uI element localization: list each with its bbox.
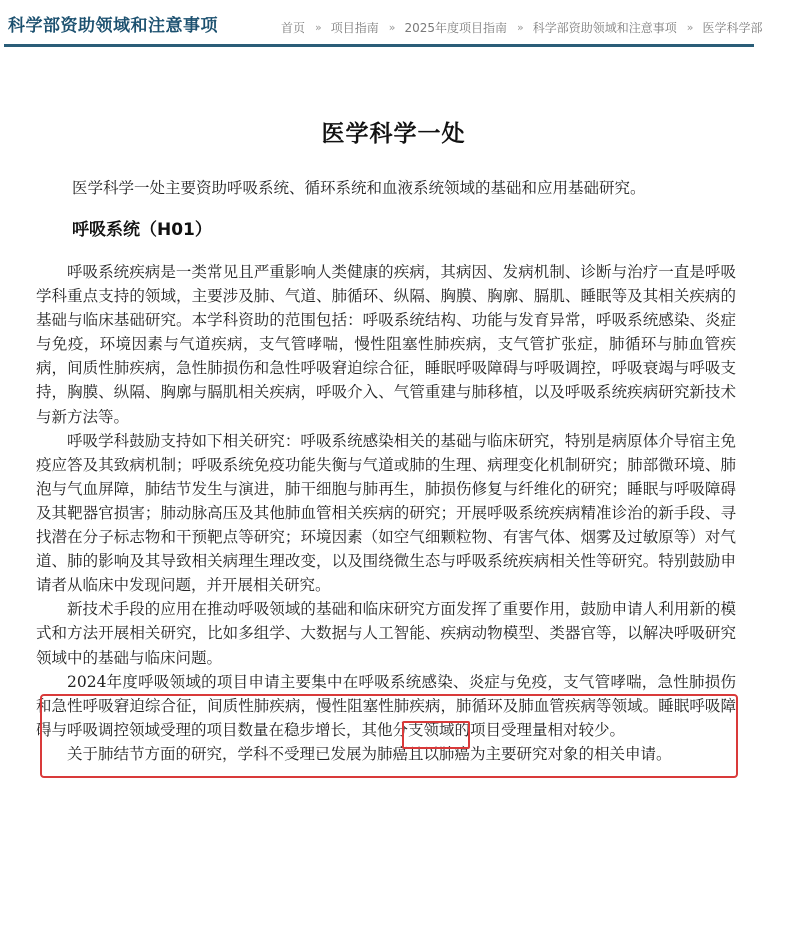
breadcrumb (281, 19, 763, 36)
intro-paragraph: 医学科学一处主要资助呼吸系统、循环系统和血液系统领域的基础和应用基础研究。 (72, 179, 646, 197)
body-paragraph: 呼吸系统疾病是一类常见且严重影响人类健康的疾病，其病因、发病机制、诊断与治疗一直是呼吸学科重点支持的领域，主要涉及肺、气道、肺循环、纵隔、胸膜、胸廓、膈肌、睡眠等及其相关疾病的基础与临床基础研究。本学科资助的范围包括：呼吸系统结构、功能与发育异常，呼吸系统感染、炎症与免疫，环境因素与气道疾病，支气管哮喘，慢性阻塞性肺疾病，支气管扩张症，肺循环与肺血管疾病，间质性肺疾病，急性肺损伤和急性呼吸窘迫综合征，睡眠呼吸障碍与呼吸调控，呼吸衰竭与呼吸支持，胸膜、纵隔、胸廓与膈肌相关疾病，呼吸介入、气管重建与肺移植，以及呼吸系统疾病研究新技术与新方法等。 (36, 263, 736, 426)
breadcrumb-medical-science[interactable]: 医学科学部 (702, 21, 763, 35)
body-paragraph: 呼吸学科鼓励支持如下相关研究：呼吸系统感染相关的基础与临床研究，特别是病原体介导宿主免疫应答及其致病机制；呼吸系统免疫功能失衡与气道或肺的生理、病理变化机制研究；肺部微环境、肺泡与气血屏障，肺结节发生与演进，肺干细胞与肺再生，肺损伤修复与纤维化的研究；睡眠与呼吸障碍及其靶器官损害；肺动脉高压及其他肺血管相关疾病的研究；开展呼吸系统疾病精准诊治的新手段、寻找潜在分子标志物和干预靶点等研究；环境因素（如空气细颗粒物、有害气体、烟雾及过敏原等）对气道、肺的影响及其导致相关病理生理改变，以及围绕微生态与呼吸系统疾病相关性等研究。特别鼓励申请者从临床中发现问题，并开展相关研究。 (36, 431, 736, 595)
article-body (36, 260, 736, 766)
breadcrumb-home[interactable]: 首页 (281, 21, 306, 35)
top-bar (0, 0, 787, 46)
body-paragraph: 2024年度呼吸领域的项目申请主要集中在呼吸系统感染、炎症与免疫，支气管哮喘，急性肺损伤和急性呼吸窘迫综合征，间质性肺疾病，慢性阻塞性肺疾病，肺循环及肺血管疾病等领域。睡眠呼吸障碍与呼吸调控领域受理的项目数量在稳步增长，其他分支领域的项目受理量相对较少。 (36, 672, 736, 739)
breadcrumb-separator-icon: » (315, 21, 321, 34)
breadcrumb-separator-icon: » (388, 21, 395, 34)
site-title: 科学部资助领域和注意事项 (8, 16, 218, 36)
breadcrumb-separator-icon: » (686, 21, 693, 34)
header-divider (4, 44, 754, 47)
breadcrumb-funding-areas[interactable]: 科学部资助领域和注意事项 (532, 21, 677, 35)
page-title: 医学科学一处 (321, 121, 466, 147)
breadcrumb-project-guide[interactable]: 项目指南 (330, 21, 379, 35)
breadcrumb-2025-guide[interactable]: 2025年度项目指南 (404, 21, 508, 35)
body-paragraph: 关于肺结节方面的研究，学科不受理已发展为肺癌且以肺癌为主要研究对象的相关申请。 (67, 744, 672, 763)
breadcrumb-separator-icon: » (517, 21, 523, 34)
section-heading: 呼吸系统（H01） (72, 220, 212, 240)
body-paragraph: 新技术手段的应用在推动呼吸领域的基础和临床研究方面发挥了重要作用，鼓励申请人利用新的模式和方法开展相关研究，比如多组学、大数据与人工智能、疾病动物模型、类器官等，以解决呼吸研究领域中的基础与临床问题。 (36, 600, 736, 667)
